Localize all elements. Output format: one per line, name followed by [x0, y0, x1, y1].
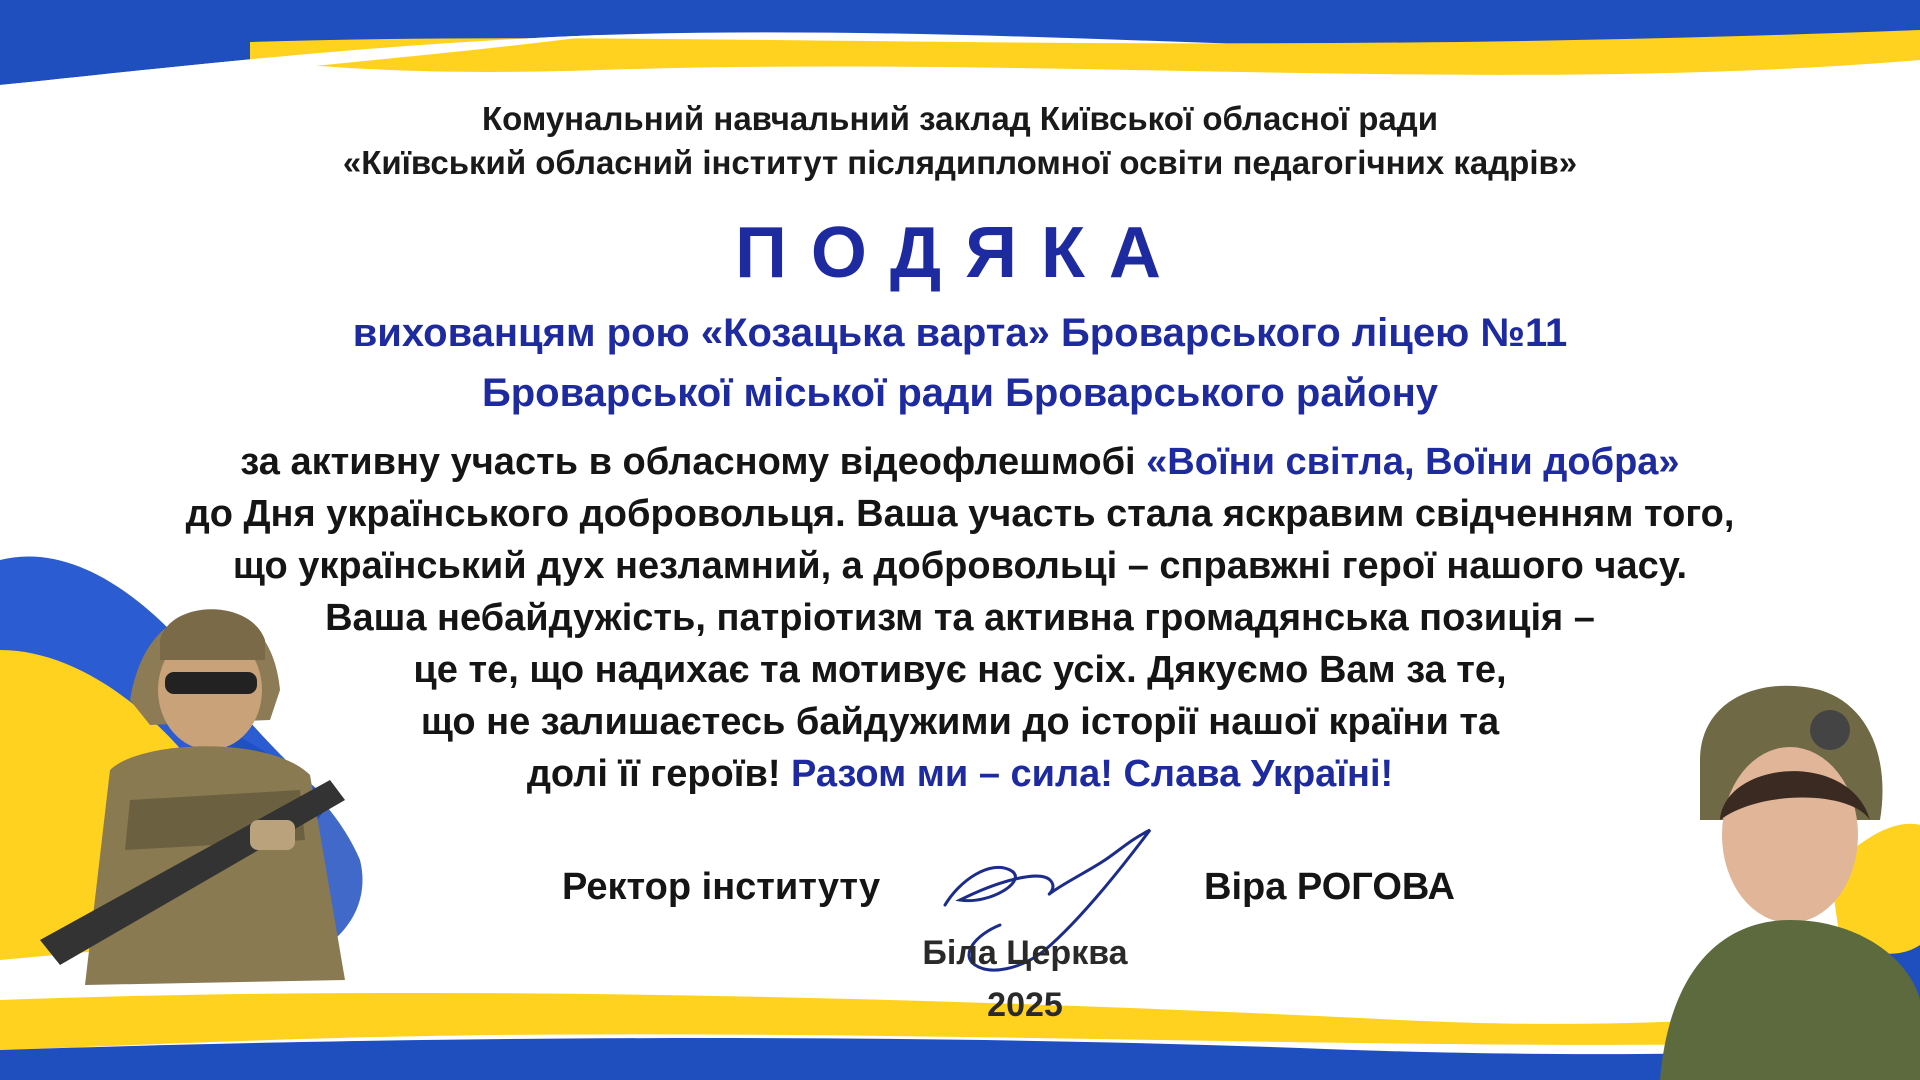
body-line4: Ваша небайдужість, патріотизм та активна громадянська позиція –	[325, 597, 1595, 639]
body-line2: до Дня українського добровольця. Ваша участь стала яскравим свідченням того,	[185, 493, 1735, 535]
body-line1	[0, 436, 1920, 488]
institution-name-line1: Комунальний навчальний заклад Київської обласної ради	[481, 100, 1438, 137]
body-line1-text: за активну участь в обласному відеофлешмобі	[240, 441, 1147, 483]
signatory-name: Віра РОГОВА	[1204, 866, 1455, 908]
recipient-line1: вихованцям рою «Козацька варта» Броварського ліцею №11	[352, 311, 1568, 355]
signatory-position: Ректор інституту	[562, 866, 881, 908]
institution-name-line2: «Київський обласний інститут післядипломної освіти педагогічних кадрів»	[342, 144, 1578, 181]
place-name: Біла Церква	[922, 934, 1128, 972]
event-name: «Воїни світла, Воїни добра»	[1146, 441, 1680, 483]
body-line5: це те, що надихає та мотивує нас усіх. Дякуємо Вам за те,	[413, 649, 1507, 691]
body-line6: що не залишаєтесь байдужими до історії нашої країни та	[420, 701, 1500, 743]
body-line7-text: долі її героїв!	[526, 753, 792, 795]
year: 2025	[987, 986, 1063, 1024]
certificate-title: ПОДЯКА	[735, 213, 1185, 293]
recipient-line2: Броварської міської ради Броварського району	[482, 371, 1438, 415]
slogan: Разом ми – сила! Слава Україні!	[791, 753, 1394, 795]
body-line7	[0, 748, 1920, 800]
body-line3: що український дух незламний, а добровольці – справжні герої нашого часу.	[232, 545, 1688, 587]
